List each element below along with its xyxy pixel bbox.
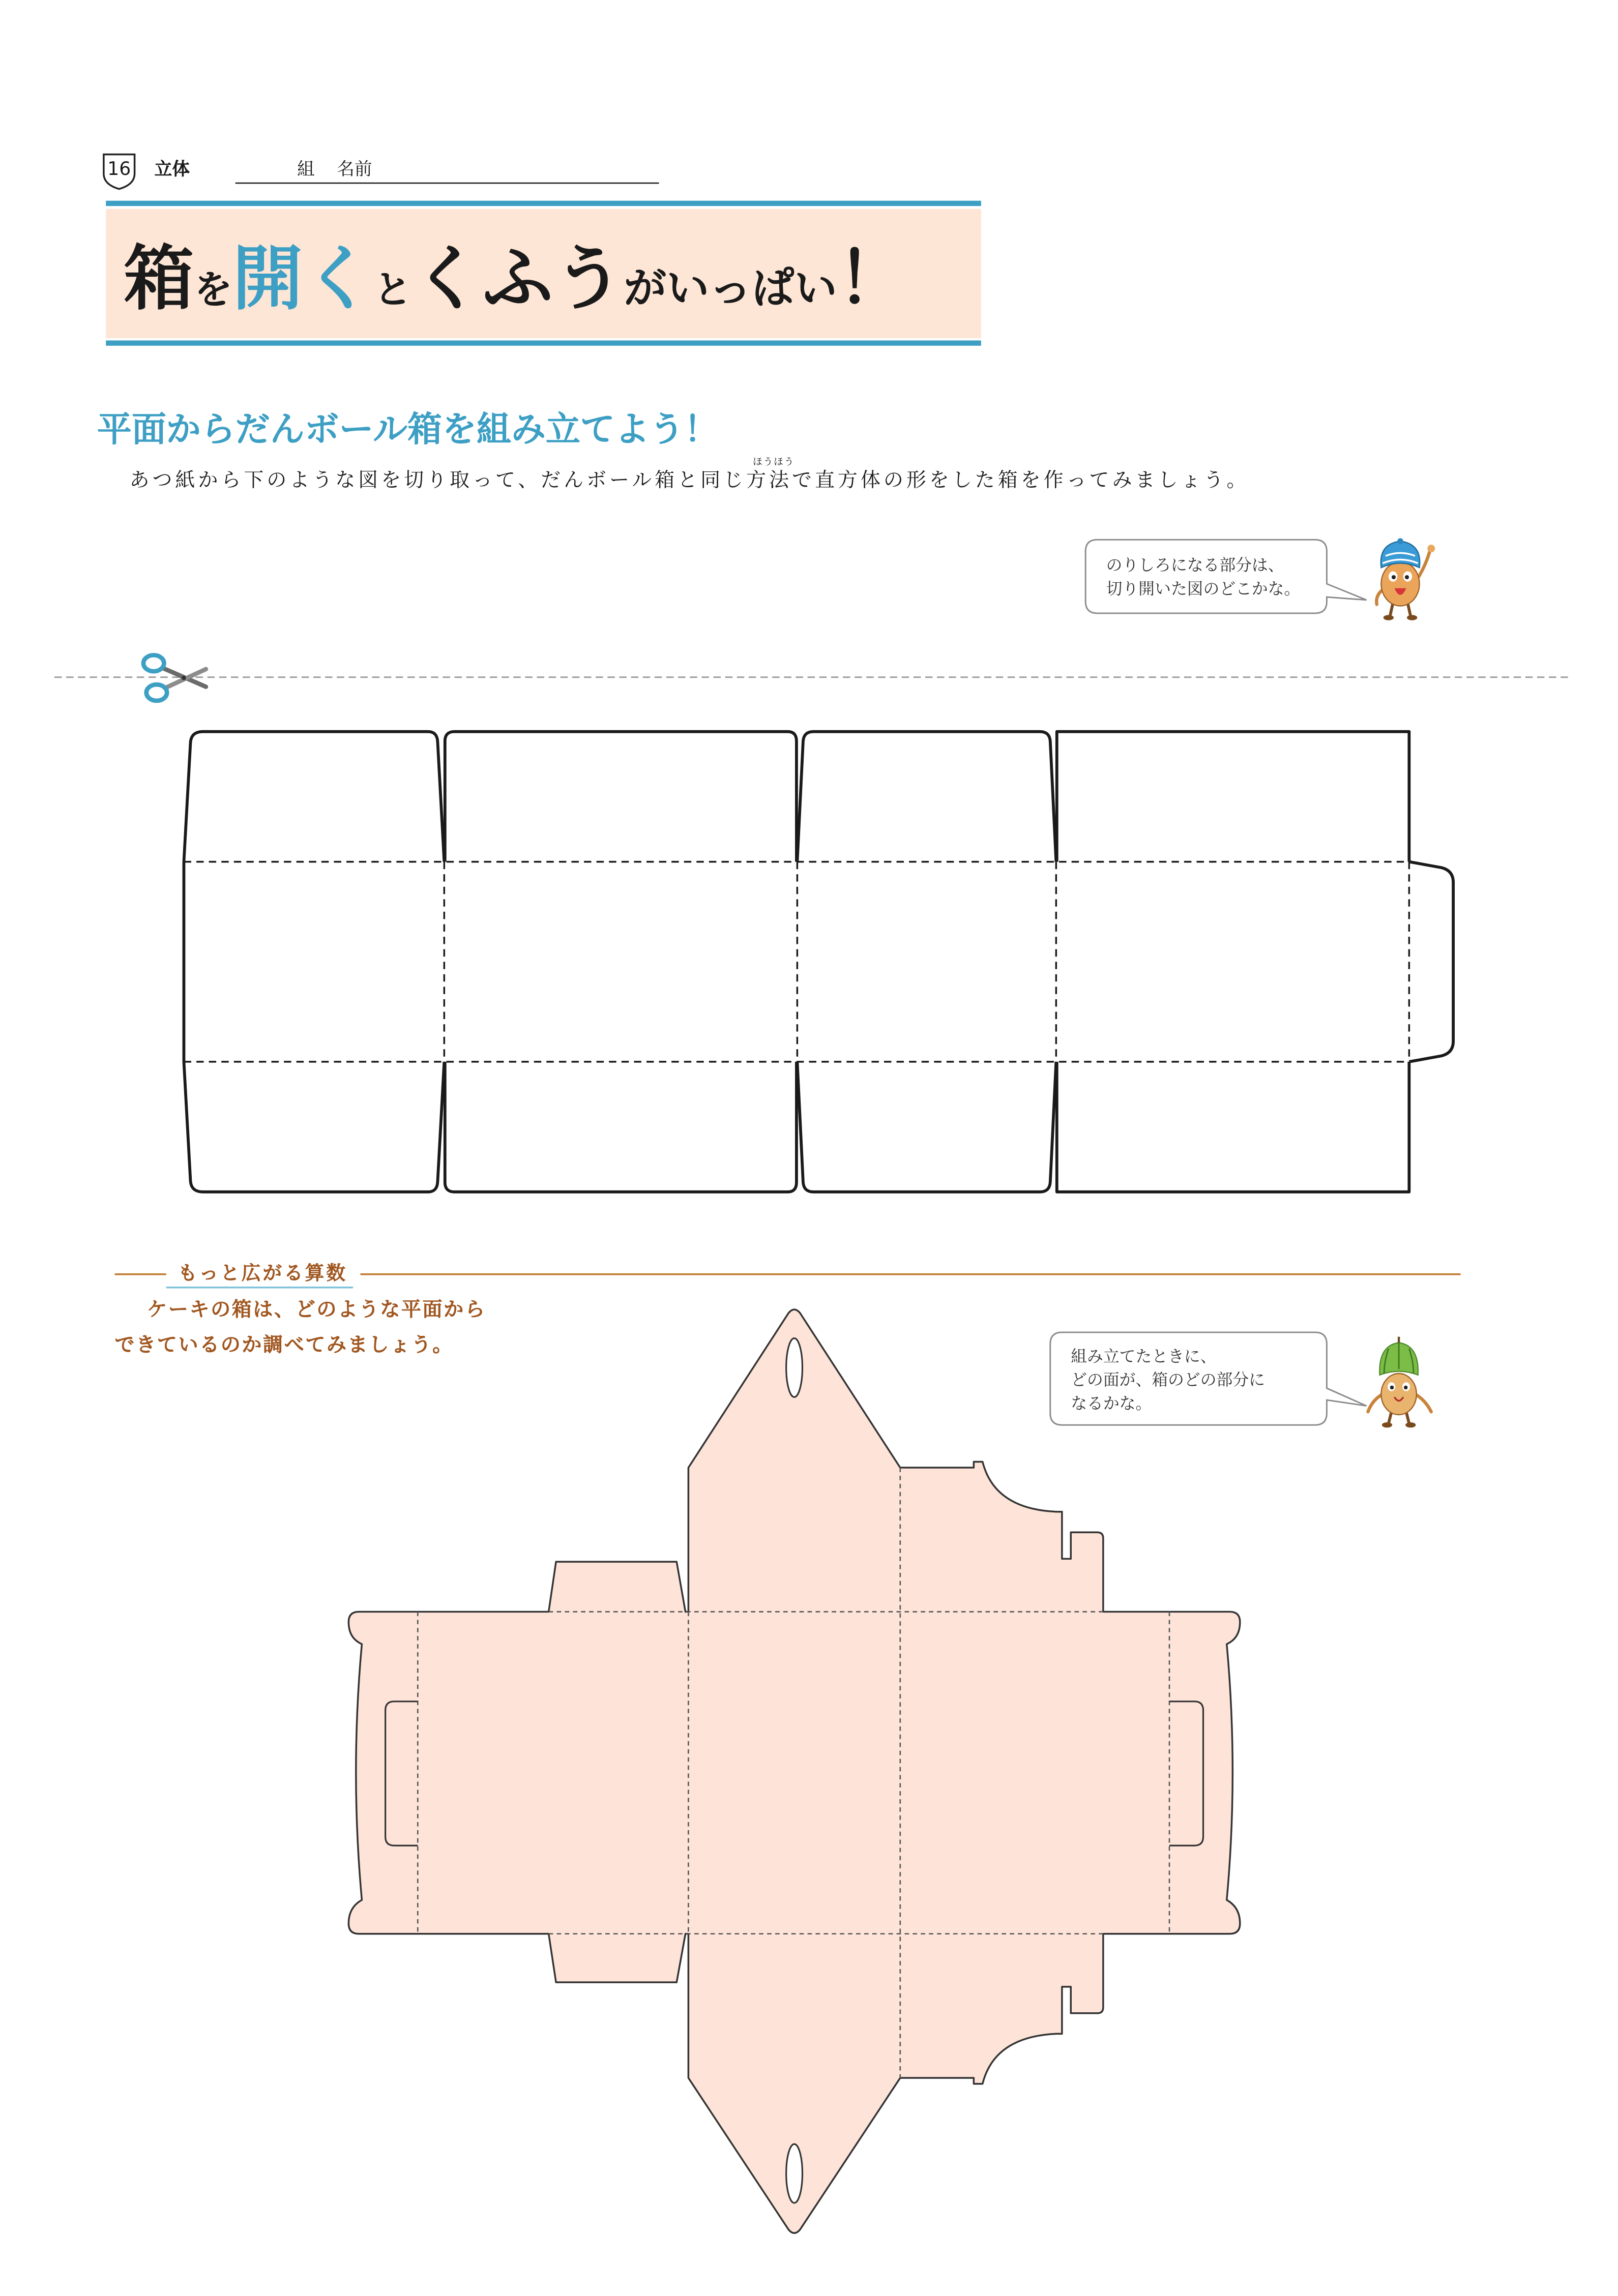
fold-lines [184,862,1409,1062]
title-word-5: くふう [411,238,624,321]
top-flap-3 [797,732,1056,862]
unit-number: 16 [107,157,131,180]
bottom-flap-1 [184,1062,444,1192]
page-title [123,238,908,321]
boy-character-icon [1376,538,1435,620]
cake-box-outline [348,1309,1240,2233]
unit-name: 立体 [154,159,190,180]
top-handle-slot [786,1338,803,1397]
hint-2-line-1: 組み立てたときに、 [1071,1347,1217,1366]
cardboard-box-net [184,732,1453,1192]
title-word-6: がいっぱい [624,263,837,313]
title-word-3: 開く [232,238,374,321]
banner-bottom-rule [106,340,981,345]
title-word-7: ！ [837,238,908,321]
bottom-flap-4 [1057,1062,1409,1192]
scissors-icon [143,655,206,701]
top-flap-1 [184,732,444,862]
title-word-1: 箱 [123,238,194,321]
section-heading: 平面からだんボール箱を組み立てよう！ [97,408,719,450]
hint-2-line-2: どの面が、箱のどの部分に [1071,1370,1265,1390]
prompt-line-1: ケーキの箱は、どのような平面から [147,1298,486,1322]
top-flap-2 [445,732,797,862]
prompt-line-2: できているのか調べてみましょう。 [114,1333,454,1358]
glue-tab [1409,862,1453,1062]
bottom-flap-2 [445,1062,797,1192]
name-label: 名前 [337,159,372,180]
hint-1-line-2: 切り開いた図のどこかな。 [1106,579,1301,599]
bottom-handle-slot [786,2144,803,2203]
hint-1-line-1: のりしろになる部分は、 [1106,556,1284,575]
ruby-reading: ほうほう [753,456,795,468]
hint-2-line-3: なるかな。 [1071,1394,1152,1414]
bottom-flap-3 [797,1062,1056,1192]
title-word-4: と [373,269,412,313]
instruction-text: あつ紙から下のような図を切り取って、だんボール箱と同じ方法で直方体の形をした箱を作ってみましょう。 [129,469,1250,493]
title-word-2: を [194,269,232,313]
section-label: もっと広がる算数 [178,1263,348,1286]
melon-character-icon [1368,1337,1431,1428]
top-flap-4 [1057,732,1409,862]
banner-top-rule [106,201,981,206]
class-label: 組 [297,159,315,180]
cake-box-net [348,1309,1240,2233]
